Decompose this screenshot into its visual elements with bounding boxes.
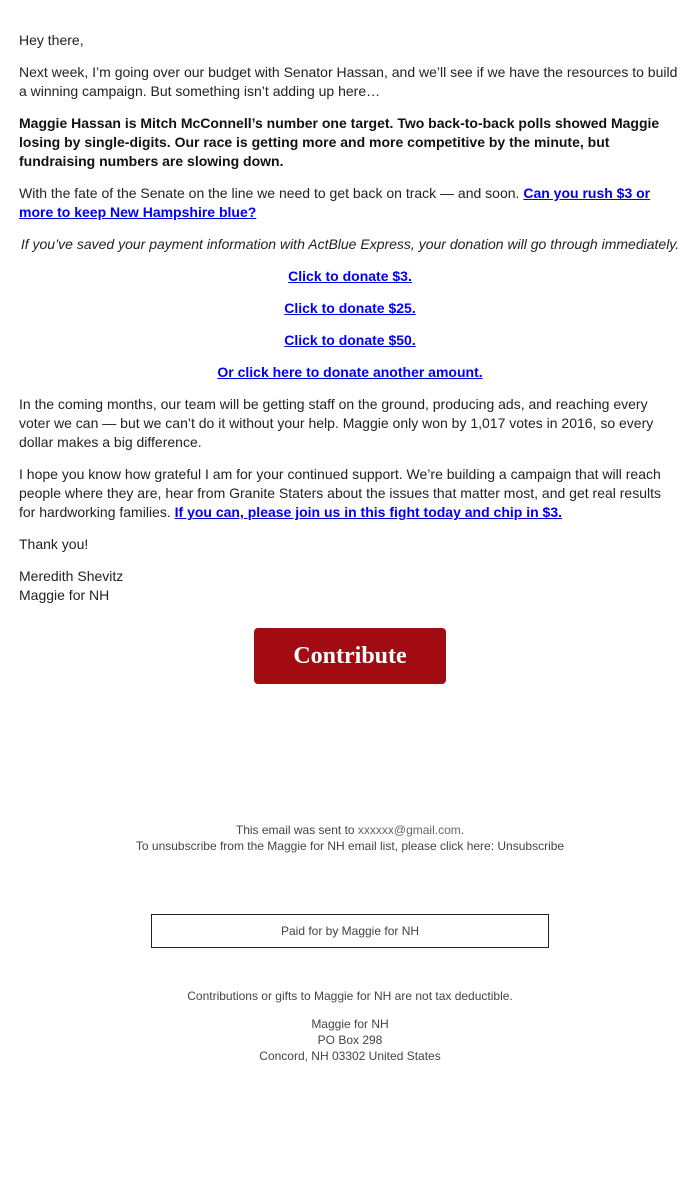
unsubscribe-link[interactable]: Unsubscribe bbox=[497, 839, 565, 853]
cta-wrapper bbox=[19, 628, 681, 684]
contribute-button[interactable]: Contribute bbox=[254, 628, 446, 684]
paid-for-box: Paid for by Maggie for NH bbox=[151, 914, 549, 948]
mailing-address bbox=[0, 1016, 700, 1064]
sent-to-suffix: . bbox=[460, 823, 465, 837]
paragraph-grateful-text: I hope you know how grateful I am for your continued support. We’re building a campaign that will reach people where they are, hear from Granite Staters about the issues that matter most, and get real results for hardworking families. bbox=[19, 466, 661, 520]
tax-deductible-note: Contributions or gifts to Maggie for NH are not tax deductible. bbox=[187, 989, 513, 1003]
footer bbox=[0, 822, 700, 854]
address-name: Maggie for NH bbox=[311, 1017, 389, 1031]
thank-you: Thank you! bbox=[19, 536, 89, 552]
paragraph-fate-text: With the fate of the Senate on the line we need to get back on track — and soon. bbox=[19, 185, 524, 201]
donate-3-link[interactable]: Click to donate $3. bbox=[288, 268, 412, 284]
donate-3-row bbox=[19, 267, 681, 286]
donate-other-amount-link[interactable]: Or click here to donate another amount. bbox=[217, 364, 483, 380]
address-line-2: Concord, NH 03302 United States bbox=[259, 1049, 441, 1063]
greeting: Hey there, bbox=[19, 32, 84, 48]
paragraph-fate-of-senate bbox=[19, 184, 681, 222]
signature-name: Meredith Shevitz bbox=[19, 568, 124, 584]
donate-25-row bbox=[19, 299, 681, 318]
paragraph-budget: Next week, I’m going over our budget with Senator Hassan, and we’ll see if we have the resources to build a winning campaign. But something isn’t adding up here… bbox=[19, 64, 678, 99]
donate-25-link[interactable]: Click to donate $25. bbox=[284, 300, 416, 316]
unsubscribe-line bbox=[0, 838, 700, 854]
paragraph-target-bold: Maggie Hassan is Mitch McConnell’s number one target. Two back-to-back polls showed Maggie losing by single-digits. Our race is getting more and more competitive by the minute, but fundraising numbers are slowing down. bbox=[19, 115, 660, 169]
unsubscribe-text: To unsubscribe from the Maggie for NH email list, please click here: bbox=[135, 839, 498, 853]
sent-to-line bbox=[0, 822, 700, 838]
sent-to-prefix: This email was sent to bbox=[235, 823, 358, 837]
actblue-express-note: If you’ve saved your payment information with ActBlue Express, your donation will go through immediately. bbox=[20, 236, 680, 252]
donate-50-row bbox=[19, 331, 681, 350]
signature-org: Maggie for NH bbox=[19, 587, 110, 603]
paragraph-coming-months: In the coming months, our team will be getting staff on the ground, producing ads, and reaching every voter we can — but we can’t do it without your help. Maggie only won by 1,017 votes in 2016, so every dollar makes a big difference. bbox=[19, 396, 654, 450]
donate-other-row bbox=[19, 363, 681, 382]
paragraph-grateful bbox=[19, 465, 681, 522]
signature bbox=[19, 567, 681, 605]
recipient-email: xxxxxx@gmail.com bbox=[357, 823, 461, 837]
address-line-1: PO Box 298 bbox=[317, 1033, 383, 1047]
chip-in-link[interactable]: If you can, please join us in this fight today and chip in $3. bbox=[174, 504, 563, 520]
donate-50-link[interactable]: Click to donate $50. bbox=[284, 332, 416, 348]
rush-donation-link[interactable]: Can you rush $3 or more to keep New Hampshire blue? bbox=[19, 185, 651, 220]
